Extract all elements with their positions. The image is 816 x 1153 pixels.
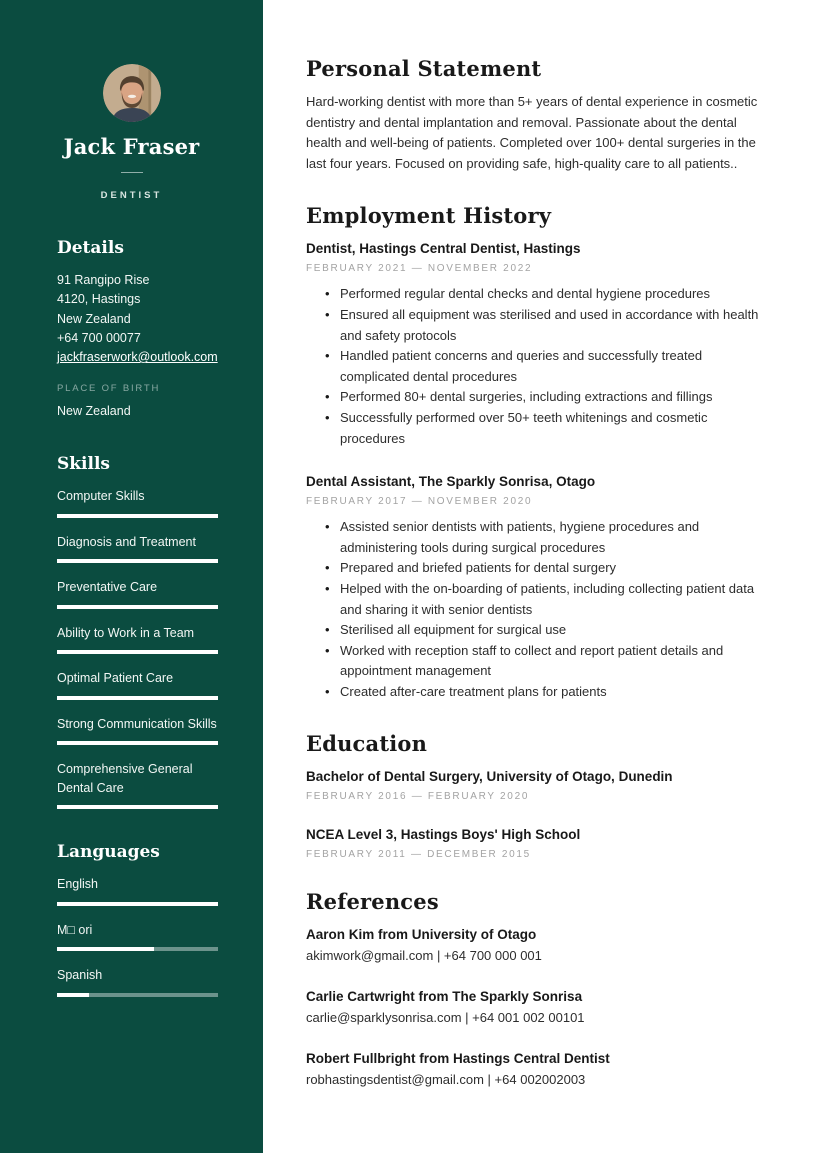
education-title: NCEA Level 3, Hastings Boys' High School <box>306 827 581 843</box>
references-section <box>306 889 762 1087</box>
education-entry <box>306 767 762 802</box>
job-bullet: • Created after-care treatment plans for patients <box>340 682 762 703</box>
reference-entry <box>306 1049 762 1087</box>
education-dates: FEBRUARY 2016 — FEBRUARY 2020 <box>306 791 530 803</box>
address-lines <box>57 271 218 329</box>
skill-meter-fill <box>57 805 218 809</box>
job-bullets <box>306 284 762 449</box>
details-section <box>57 238 218 418</box>
skill-item <box>57 578 218 609</box>
job-dates: FEBRUARY 2021 — NOVEMBER 2022 <box>306 263 533 275</box>
skill-label: Comprehensive General Dental Care <box>57 762 193 795</box>
skill-meter-track <box>57 741 218 745</box>
education-heading: Education <box>306 731 428 757</box>
skill-item <box>57 669 218 700</box>
skill-label: Preventative Care <box>57 580 158 595</box>
skill-label: Computer Skills <box>57 489 145 504</box>
skill-meter-track <box>57 514 218 518</box>
personal-statement-section <box>306 56 762 174</box>
job-bullet: • Handled patient concerns and queries and successfully treated complicated dental procedures <box>340 346 762 387</box>
skill-meter-fill <box>57 650 218 654</box>
skill-meter-track <box>57 605 218 609</box>
reference-entry <box>306 925 762 963</box>
language-label: Spanish <box>57 968 103 983</box>
languages-heading: Languages <box>57 842 160 863</box>
education-entry <box>306 825 762 860</box>
education-title: Bachelor of Dental Surgery, University of Otago, Dunedin <box>306 769 673 785</box>
candidate-name: Jack Fraser <box>63 134 200 159</box>
languages-list <box>57 875 218 997</box>
job-title: Dentist, Hastings Central Dentist, Hastings <box>306 241 581 257</box>
education-dates: FEBRUARY 2011 — DECEMBER 2015 <box>306 849 531 861</box>
job-entry <box>306 239 762 449</box>
employment-heading: Employment History <box>306 203 552 229</box>
job-bullets <box>306 517 762 702</box>
skills-heading: Skills <box>57 454 111 475</box>
reference-contact: robhastingsdentist@gmail.com | +64 002002003 <box>306 1072 586 1088</box>
skill-label: Diagnosis and Treatment <box>57 534 196 549</box>
skill-meter-fill <box>57 559 218 563</box>
place-of-birth-value: New Zealand <box>57 404 131 419</box>
main-content <box>263 0 816 1153</box>
job-title: Dental Assistant, The Sparkly Sonrisa, Otago <box>306 474 596 490</box>
employment-section <box>306 203 762 702</box>
skills-section <box>57 454 218 809</box>
language-item <box>57 875 218 906</box>
job-bullet: • Performed 80+ dental surgeries, including extractions and fillings <box>340 387 762 408</box>
candidate-role: DENTIST <box>100 190 163 201</box>
skill-meter-track <box>57 696 218 700</box>
skill-meter-track <box>57 650 218 654</box>
job-bullet: • Performed regular dental checks and dental hygiene procedures <box>340 284 762 305</box>
job-dates: FEBRUARY 2017 — NOVEMBER 2020 <box>306 496 533 508</box>
email-link[interactable]: jackfraserwork@outlook.com <box>57 350 218 365</box>
language-meter-track <box>57 947 218 951</box>
reference-entry <box>306 987 762 1025</box>
language-label: M□ ori <box>57 922 93 937</box>
reference-name: Robert Fullbright from Hastings Central Dentist <box>306 1051 610 1067</box>
avatar-icon <box>103 64 161 122</box>
skill-label: Optimal Patient Care <box>57 671 174 686</box>
skill-item <box>57 487 218 518</box>
language-meter-fill <box>57 947 154 951</box>
skill-meter-track <box>57 805 218 809</box>
job-entry <box>306 472 762 702</box>
reference-name: Carlie Cartwright from The Sparkly Sonrisa <box>306 989 583 1005</box>
job-bullet: • Prepared and briefed patients for dental surgery <box>340 558 762 579</box>
language-item <box>57 921 218 952</box>
references-heading: References <box>306 889 439 915</box>
skill-item <box>57 715 218 746</box>
education-section <box>306 731 762 860</box>
details-heading: Details <box>57 238 124 258</box>
reference-contact: carlie@sparklysonrisa.com | +64 001 002 00101 <box>306 1010 585 1026</box>
education-list <box>306 767 762 860</box>
skill-label: Ability to Work in a Team <box>57 625 195 640</box>
skill-label: Strong Communication Skills <box>57 716 217 731</box>
address-line: 91 Rangipo Rise <box>57 273 150 287</box>
name-divider <box>121 172 143 173</box>
skill-meter-track <box>57 559 218 563</box>
language-meter-track <box>57 993 218 997</box>
sidebar-header <box>0 64 263 201</box>
reference-contact: akimwork@gmail.com | +64 700 000 001 <box>306 948 542 964</box>
job-bullet: • Ensured all equipment was sterilised and used in accordance with health and safety protocols <box>340 305 762 346</box>
reference-name: Aaron Kim from University of Otago <box>306 927 537 943</box>
address-line: 4120, Hastings <box>57 292 141 307</box>
language-label: English <box>57 877 98 892</box>
job-bullet: • Successfully performed over 50+ teeth whitenings and cosmetic procedures <box>340 408 762 449</box>
job-bullet: • Assisted senior dentists with patients, hygiene procedures and administering tools during surgical procedures <box>340 517 762 558</box>
skill-item <box>57 760 218 809</box>
language-meter-fill <box>57 993 89 997</box>
job-bullet: • Sterilised all equipment for surgical use <box>340 620 762 641</box>
personal-statement-heading: Personal Statement <box>306 56 542 81</box>
personal-statement-body: Hard-working dentist with more than 5+ years of dental experience in cosmetic dentistry and dental implantation and removal. Passionate about the dental health and well-being of patients. Completed over 100+ dental surgeries in the last four years. Focused on providing safe, high-quality care to all patients.. <box>306 94 758 171</box>
place-of-birth-label: PLACE OF BIRTH <box>57 383 161 395</box>
languages-section <box>57 842 218 997</box>
references-list <box>306 925 762 1087</box>
job-bullet: • Worked with reception staff to collect and report patient details and appointment management <box>340 641 762 682</box>
language-item <box>57 966 218 997</box>
sidebar <box>0 0 263 1153</box>
phone-number: +64 700 00077 <box>57 330 141 345</box>
skill-meter-fill <box>57 605 218 609</box>
address-line: New Zealand <box>57 311 131 326</box>
skill-meter-fill <box>57 696 218 700</box>
language-meter-fill <box>57 902 218 906</box>
skill-item <box>57 624 218 655</box>
skills-list <box>57 487 218 809</box>
skill-meter-fill <box>57 514 218 518</box>
job-bullet: • Helped with the on-boarding of patients, including collecting patient data and sharing it with senior dentists <box>340 579 762 620</box>
skill-meter-fill <box>57 741 218 745</box>
profile-photo <box>103 64 161 122</box>
skill-item <box>57 533 218 564</box>
language-meter-track <box>57 902 218 906</box>
